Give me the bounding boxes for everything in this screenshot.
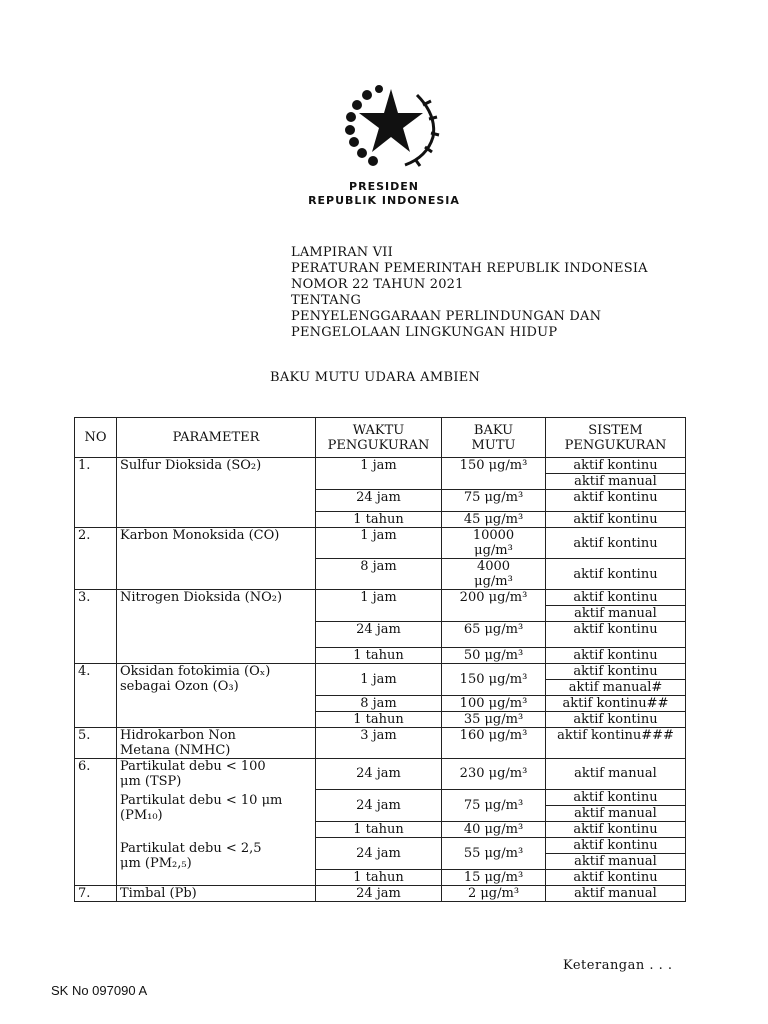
baku-mutu-table (74, 417, 686, 902)
cell-sistem: aktif kontinu (546, 458, 686, 474)
cell-waktu: 24 jam (316, 789, 442, 821)
footer-sk-number: SK No 097090 A (51, 983, 148, 998)
cell-waktu: 1 tahun (316, 712, 442, 728)
cell-baku: 45 μg/m³ (442, 512, 546, 528)
cell-baku: 4000 μg/m³ (442, 559, 546, 590)
header-sistem: SISTEM PENGUKURAN (546, 418, 686, 458)
table-row (75, 759, 686, 790)
cell-no: 2. (75, 528, 117, 590)
cell-sistem: aktif manual (546, 474, 686, 490)
cell-sistem: aktif kontinu (546, 528, 686, 559)
cell-baku: 10000 μg/m³ (442, 528, 546, 559)
cell-parameter: Partikulat debu < 100 μm (TSP) (117, 759, 316, 790)
cell-sistem: aktif kontinu (546, 712, 686, 728)
cell-parameter: Sulfur Dioksida (SO₂) (117, 458, 316, 528)
cell-waktu: 1 tahun (316, 512, 442, 528)
table-row (75, 885, 686, 901)
document-subtitle: BAKU MUTU UDARA AMBIEN (270, 370, 481, 385)
cell-waktu: 1 tahun (316, 648, 442, 664)
cell-sistem: aktif kontinu (546, 590, 686, 606)
cell-parameter: Partikulat debu < 2,5 μm (PM₂,₅) (117, 837, 316, 885)
cell-parameter: Timbal (Pb) (117, 885, 316, 901)
cell-parameter: Partikulat debu < 10 μm (PM₁₀) (117, 789, 316, 837)
cell-baku: 150 μg/m³ (442, 664, 546, 696)
cell-sistem: aktif kontinu (546, 490, 686, 512)
header-republik-indonesia: REPUBLIK INDONESIA (308, 194, 460, 207)
cell-waktu: 3 jam (316, 728, 442, 759)
cell-baku: 160 μg/m³ (442, 728, 546, 759)
cell-no: 3. (75, 590, 117, 664)
cell-baku: 75 μg/m³ (442, 490, 546, 512)
cell-waktu: 1 jam (316, 458, 442, 490)
cell-sistem: aktif manual (546, 759, 686, 790)
cell-baku: 150 μg/m³ (442, 458, 546, 490)
cell-waktu: 1 jam (316, 528, 442, 559)
cell-waktu: 1 tahun (316, 869, 442, 885)
cell-sistem: aktif kontinu (546, 869, 686, 885)
cell-sistem: aktif kontinu## (546, 696, 686, 712)
cell-parameter: Hidrokarbon Non Metana (NMHC) (117, 728, 316, 759)
cell-waktu: 24 jam (316, 837, 442, 869)
cell-parameter: Karbon Monoksida (CO) (117, 528, 316, 590)
cell-waktu: 24 jam (316, 759, 442, 790)
cell-baku: 100 μg/m³ (442, 696, 546, 712)
table-row (75, 458, 686, 474)
cell-sistem: aktif kontinu (546, 559, 686, 590)
header-baku-mutu: BAKU MUTU (442, 418, 546, 458)
cell-sistem: aktif kontinu### (546, 728, 686, 759)
cell-waktu: 8 jam (316, 696, 442, 712)
garuda-star-emblem-icon (337, 75, 445, 175)
cell-waktu: 1 jam (316, 590, 442, 622)
cell-baku: 50 μg/m³ (442, 648, 546, 664)
header-presiden: PRESIDEN (349, 180, 419, 193)
table-row (75, 789, 686, 805)
lampiran-line: TENTANG (291, 293, 362, 308)
table-header-row (75, 418, 686, 458)
cell-baku: 200 μg/m³ (442, 590, 546, 622)
cell-waktu: 8 jam (316, 559, 442, 590)
header-no: NO (75, 418, 117, 458)
cell-sistem: aktif kontinu (546, 512, 686, 528)
cell-no: 5. (75, 728, 117, 759)
cell-sistem: aktif kontinu (546, 622, 686, 648)
cell-sistem: aktif manual (546, 606, 686, 622)
cell-parameter: Oksidan fotokimia (Oₓ) sebagai Ozon (O₃) (117, 664, 316, 728)
table-row (75, 728, 686, 759)
cell-no: 1. (75, 458, 117, 528)
table-row (75, 528, 686, 559)
cell-waktu: 1 jam (316, 664, 442, 696)
cell-sistem: aktif kontinu (546, 837, 686, 853)
cell-sistem: aktif manual (546, 805, 686, 821)
footer-continuation: Keterangan . . . (563, 958, 673, 973)
cell-sistem: aktif manual (546, 885, 686, 901)
lampiran-line: PENGELOLAAN LINGKUNGAN HIDUP (291, 325, 558, 340)
table-row (75, 837, 686, 853)
cell-sistem: aktif kontinu (546, 664, 686, 680)
cell-sistem: aktif manual# (546, 680, 686, 696)
cell-baku: 65 μg/m³ (442, 622, 546, 648)
cell-parameter: Nitrogen Dioksida (NO₂) (117, 590, 316, 664)
cell-sistem: aktif kontinu (546, 821, 686, 837)
cell-waktu: 1 tahun (316, 821, 442, 837)
cell-sistem: aktif manual (546, 853, 686, 869)
cell-baku: 230 μg/m³ (442, 759, 546, 790)
lampiran-line: PERATURAN PEMERINTAH REPUBLIK INDONESIA (291, 261, 648, 276)
header-parameter: PARAMETER (117, 418, 316, 458)
cell-baku: 35 μg/m³ (442, 712, 546, 728)
table-row (75, 590, 686, 606)
cell-waktu: 24 jam (316, 490, 442, 512)
cell-sistem: aktif kontinu (546, 789, 686, 805)
cell-baku: 55 μg/m³ (442, 837, 546, 869)
cell-no: 4. (75, 664, 117, 728)
cell-no: 6. (75, 759, 117, 886)
lampiran-line: LAMPIRAN VII (291, 245, 393, 260)
cell-baku: 75 μg/m³ (442, 789, 546, 821)
lampiran-block (291, 245, 648, 341)
cell-waktu: 24 jam (316, 622, 442, 648)
lampiran-line: NOMOR 22 TAHUN 2021 (291, 277, 464, 292)
cell-baku: 2 μg/m³ (442, 885, 546, 901)
cell-baku: 15 μg/m³ (442, 869, 546, 885)
header-waktu: WAKTU PENGUKURAN (316, 418, 442, 458)
cell-sistem: aktif kontinu (546, 648, 686, 664)
cell-waktu: 24 jam (316, 885, 442, 901)
cell-baku: 40 μg/m³ (442, 821, 546, 837)
lampiran-line: PENYELENGGARAAN PERLINDUNGAN DAN (291, 309, 602, 324)
table-row (75, 664, 686, 680)
cell-no: 7. (75, 885, 117, 901)
